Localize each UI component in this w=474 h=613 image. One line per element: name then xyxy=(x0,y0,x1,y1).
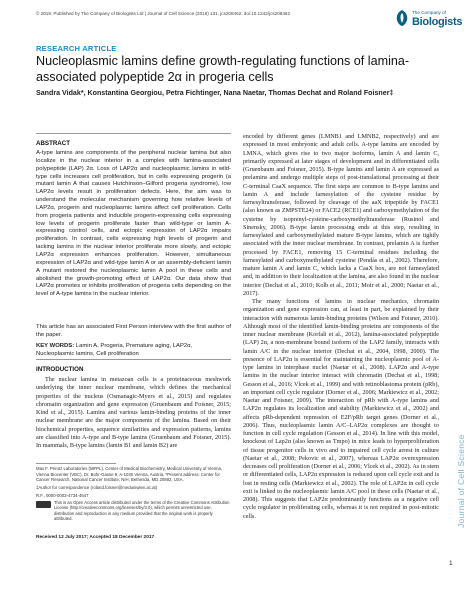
journal-citation-header: © 2018. Published by The Company of Biologists Ltd | Journal of Cell Science (2018) 131, jcs208462. doi:10.1242/jcs208462 xyxy=(36,11,290,16)
abstract-top-rule xyxy=(36,133,231,134)
publisher-logo[interactable] xyxy=(394,7,463,35)
page-number: 1 xyxy=(449,560,453,567)
abstract-text xyxy=(36,150,231,299)
author-list: Sandra Vidak*, Konstantina Georgiou, Petra Fichtinger, Nana Naetar, Thomas Dechat and Roland Foisner‡ xyxy=(36,89,394,97)
introduction-paragraph: The nuclear lamina in metazoan cells is a proteinaceous meshwork underlying the inner nuclear membrane, which defines the mechanical properties of the nucleus (Osmanagic-Myers et al., 2015) and regulates chromatin organization and gene expression (Gruenbaum and Foisner, 2015; Kind et al., 2015). Lamins and various lamin-binding proteins of the inner nuclear membrane are the major components of the lamina. Based on their biochemical properties, sequence similarities and expression patterns, lamins are classified into A-type and B-type lamins (Gruenbaum and Foisner, 2015). In mammals, B-type lamins (lamin B1 and lamin B2) are xyxy=(36,376,231,449)
license-text: This is an Open Access article distributed under the terms of the Creative Commons Attribution License (http://creativecommons.org/licenses/by/3.0), which permits unrestricted use, distribution and reproduction in any medium provided that the original work is properly attributed. xyxy=(54,500,230,522)
introduction-text xyxy=(36,376,231,450)
correspondence-text[interactable]: ‡Author for correspondence (roland.foisner@meduniwien.ac.at) xyxy=(36,485,158,491)
right-column-text xyxy=(243,133,439,521)
journal-sidebar xyxy=(448,300,466,528)
right-column-paragraph: The many functions of lamins in nuclear mechanics, chromatin organization and gene expression can, at least in part, be explained by their interaction with numerous lamin-binding proteins (Wilson and Foisner, 2010). Although most of the identified lamin-binding proteins are components of the inner nuclear membrane (Korfali et al., 2012), lamina-associated polypeptide (LAP) 2α, a non-membrane bound isoform of the LAP2 family, interacts with lamin A/C in the nuclear interior (Dechat et al., 2004, 1998, 2000). The presence of LAP2α is essential for maintaining the nucleoplasmic pool of A-type lamins in interphase nuclei (Naetar et al., 2008). LAP2α and A-type lamins in the nuclear interior interact with chromatin (Dechat et al., 1998; Gesson et al., 2016; Vlcek et al., 1999) and with retinoblastoma protein (pRb), an important cell cycle regulator (Dorner et al., 2006; Markiewicz et al., 2002; Naetar and Foisner, 2009). The interaction of pRb with A-type lamins and LAP2α regulates its localization and stability (Markiewicz et al., 2002) and affects pRb-dependent repression of E2F/pRb target genes (Dorner et al., 2006). Thus, nucleoplasmic lamin A/C–LAP2α complexes are thought to function in cell cycle regulation (Gesson et al., 2014). In line with this model, knockout of Lap2α (also known as Tmpo) in mice leads to hyperproliferation of tissue progenitor cells in vivo and to impaired cell cycle arrest in culture (Naetar et al., 2008; Pekovic et al., 2007), whereas LAP2α overexpression decreases cell proliferation (Dorner et al., 2006; Vlcek et al., 2002). As in stem or differentiated cells, LAP2α expression is reduced upon cell cycle exit and is lost in resting cells (Markiewicz et al., 2002). The role of LAP2α in cell cycle exit is linked to the nucleoplasmic lamin A/C pool in these cells (Naetar et al., 2008). This suggests that LAP2α predominantly functions as a negative cell cycle regulator in proliferating cells, whereas it is not required in post-mitotic cells. xyxy=(243,298,439,520)
keywords-text: Lamin A, Progeria, Premature aging, LAP2α, Nucleoplasmic lamins, Cell proliferation xyxy=(36,343,193,357)
logo-wordmark: Biologists xyxy=(412,16,463,28)
biologists-emblem-icon xyxy=(394,9,410,27)
keywords-label: KEY WORDS: xyxy=(36,343,75,349)
introduction-heading: INTRODUCTION xyxy=(36,366,84,373)
abstract-heading: ABSTRACT xyxy=(36,140,71,147)
keywords-block xyxy=(36,343,231,359)
affiliation-text: Max F. Perutz Laboratories (MFPL), Center of Medical Biochemistry, Medical University of Vienna, Vienna Biocenter (VBC), Dr. Bohr-Gasse 9, A-1030 Vienna, Austria. *Present address: Center for Cancer Research, National Cancer Institute, NIH, Bethesda, MD 20892, USA. xyxy=(36,466,223,483)
article-type-label: RESEARCH ARTICLE xyxy=(36,44,117,53)
intro-top-rule xyxy=(36,359,231,360)
orcid-text[interactable]: R.F., 0000-0003-4734-4647 xyxy=(36,492,89,498)
license-block xyxy=(36,500,231,522)
first-person-note xyxy=(36,324,231,340)
footnote-rule xyxy=(36,463,116,464)
right-column-paragraph: encoded by different genes (LMNB1 and LMNB2, respectively) and are expressed in most embryonic and adult cells. A-type lamins are encoded by LMNA, which gives rise to two major isoforms, lamin A and lamin C, primarily expressed at later stages of development and in differentiated cells (Gruenbaum and Foisner, 2015). B-type lamins and lamin A are expressed as prelamins and undergo multiple steps of post-translational processing at their C-terminal CaaX sequence. The first steps are common to B-type lamins and lamin A and include farnesylation of the cysteine residue by farnesyltransferase, followed by cleavage of the aaX tripeptide by FACE1 (also known as ZMPSTE24) or FACE2 (RCE1) and carboxymethylation of the cysteine by isoprenyl-cysteine-carboxymethyltransferase (Rusinol and Sinensky, 2006). B-type lamin processing ends at this step, resulting in farnesylated and carboxymethylated mature B-type lamins, which are tightly associated with the inner nuclear membrane. In contrast, prelamin A is further processed by FACE1, removing 15 C-terminal residues including the farnesylated and carboxymethylated cysteine (Pendás et al., 2002). Therefore, mature lamin A and lamin C, which lacks a CaaX box, are not farnesylated and, in addition to their localization at the lamina, are also found in the nuclear interior (Dechat et al., 2010; Kolb et al., 2011; Moir et al., 2000; Naetar et al., 2017). xyxy=(243,133,439,297)
affiliation-block xyxy=(36,466,231,501)
abstract-paragraph: A-type lamins are components of the peripheral nuclear lamina but also localize in the nuclear interior in a complex with lamina-associated polypeptide (LAP) 2α. Loss of LAP2α and nucleoplasmic lamins in wild-type cells increases cell proliferation, but in cells expressing progerin (a mutant lamin A that causes Hutchinson–Gilford progeria syndrome), low LAP2α levels result in proliferation defects. Here, the aim was to understand the molecular mechanism governing how relative levels of LAP2α, progerin and nucleoplasmic lamins affect cell proliferation. Cells from progeria patients and inducible progerin-expressing cells expressing low levels of progerin proliferate faster than wild-type or lamin A-expressing control cells, and ectopic expression of LAP2α impairs proliferation. In contrast, cells expressing high levels of progerin and lacking lamins in the nuclear interior proliferate more slowly, and ectopic LAP2α expression enhances proliferation. However, simultaneous expression of LAP2α and wild-type lamin A or an assembly-deficient lamin A mutant restored the nucleoplasmic lamin A pool in these cells and abolished the growth-promoting effect of LAP2α. Our data show that LAP2α promotes or inhibits proliferation of progeria cells depending on the level of A-type lamins in the nuclear interior. xyxy=(36,150,231,298)
logo-tagline: The Company of xyxy=(412,10,446,15)
received-dates: Received 12 July 2017; Accepted 18 December 2017 xyxy=(36,535,155,540)
creative-commons-icon[interactable] xyxy=(36,501,51,508)
journal-sidebar-text: Journal of Cell Science xyxy=(456,434,466,528)
first-person-note-text: This article has an associated First Person interview with the first author of the paper. xyxy=(36,324,231,338)
article-title: Nucleoplasmic lamins define growth-regulating functions of lamina-associated polypeptide 2α in progeria cells xyxy=(36,54,410,84)
